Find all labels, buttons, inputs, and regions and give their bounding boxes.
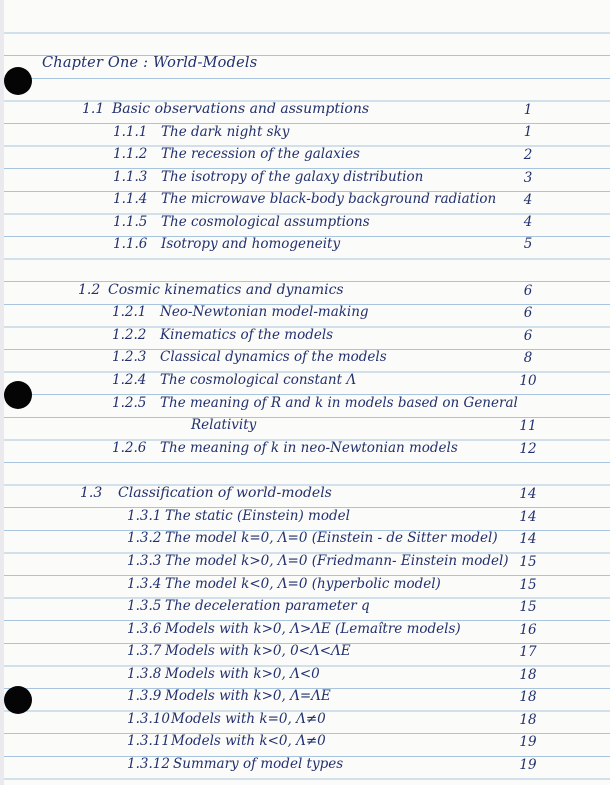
punch-hole xyxy=(4,686,32,714)
subsection-number: 1.1.2 xyxy=(113,146,148,162)
section-title: Cosmic kinematics and dynamics xyxy=(108,282,344,298)
subsection-number: 1.2.3 xyxy=(112,349,147,365)
subsection-number: 1.2.6 xyxy=(112,440,147,456)
section-number: 1.3 xyxy=(80,485,103,501)
subsection-number: 1.3.3 xyxy=(127,553,162,569)
page-number: 11 xyxy=(519,418,537,434)
subsection-title: The cosmological constant Λ xyxy=(160,372,357,388)
page-number: 2 xyxy=(523,147,533,163)
subsection-title: The deceleration parameter q xyxy=(165,598,370,614)
page-number: 14 xyxy=(519,486,537,502)
page-number: 1 xyxy=(523,124,533,140)
subsection-title: The model k=0, Λ=0 (Einstein - de Sitter model) xyxy=(165,530,498,546)
subsection-title: Models with k>0, Λ<0 xyxy=(165,666,320,682)
subsection-title: The static (Einstein) model xyxy=(165,508,350,524)
page-number: 6 xyxy=(523,305,533,321)
subsection-number: 1.3.8 xyxy=(127,666,162,682)
page-number: 8 xyxy=(523,350,533,366)
subsection-title: Models with k<0, Λ≠0 xyxy=(171,733,326,749)
subsection-number: 1.3.12 xyxy=(127,756,170,772)
subsection-number: 1.3.11 xyxy=(127,733,170,749)
page-number: 19 xyxy=(519,734,537,750)
section-number: 1.2 xyxy=(78,282,101,298)
subsection-number: 1.3.9 xyxy=(127,688,162,704)
subsection-number: 1.1.4 xyxy=(113,191,148,207)
subsection-number: 1.2.4 xyxy=(112,372,147,388)
subsection-title: Models with k>0, 0<Λ<ΛE xyxy=(165,643,351,659)
page-number: 6 xyxy=(523,283,533,299)
subsection-number: 1.1.5 xyxy=(113,214,148,230)
subsection-title: The cosmological assumptions xyxy=(161,214,370,230)
subsection-title: Neo-Newtonian model-making xyxy=(160,304,369,320)
punch-hole xyxy=(4,381,32,409)
page-number: 10 xyxy=(519,373,537,389)
page-number: 15 xyxy=(519,554,537,570)
subsection-title: Summary of model types xyxy=(173,756,344,772)
subsection-title: Classical dynamics of the models xyxy=(160,349,387,365)
subsection-title: The microwave black-body background radiation xyxy=(161,191,497,207)
subsection-number: 1.3.1 xyxy=(127,508,162,524)
subsection-number: 1.1.6 xyxy=(113,236,148,252)
page-number: 16 xyxy=(519,622,537,638)
chapter-title: Chapter One : World-Models xyxy=(42,55,258,71)
subsection-number: 1.2.5 xyxy=(112,395,147,411)
subsection-title: The meaning of R and k in models based on General xyxy=(160,395,518,411)
subsection-number: 1.2.1 xyxy=(112,304,147,320)
subsection-number: 1.3.4 xyxy=(127,576,162,592)
subsection-number: 1.1.1 xyxy=(113,124,148,140)
subsection-title: The isotropy of the galaxy distribution xyxy=(161,169,424,185)
page-number: 19 xyxy=(519,757,537,773)
page-number: 15 xyxy=(519,577,537,593)
page-number: 6 xyxy=(523,328,533,344)
page-number: 14 xyxy=(519,531,537,547)
subsection-number: 1.3.10 xyxy=(127,711,170,727)
subsection-title: The model k<0, Λ=0 (hyperbolic model) xyxy=(165,576,441,592)
page-number: 4 xyxy=(523,192,533,208)
subsection-title-continued: Relativity xyxy=(191,417,257,433)
page-number: 14 xyxy=(519,509,537,525)
subsection-title: Models with k>0, Λ>ΛE (Lemaître models) xyxy=(165,621,461,637)
punch-hole xyxy=(4,67,32,95)
subsection-title: Models with k>0, Λ=ΛE xyxy=(165,688,331,704)
subsection-title: Kinematics of the models xyxy=(160,327,334,343)
subsection-title: Models with k=0, Λ≠0 xyxy=(171,711,326,727)
section-title: Classification of world-models xyxy=(118,485,332,501)
page-number: 3 xyxy=(523,170,533,186)
subsection-number: 1.2.2 xyxy=(112,327,147,343)
page-number: 15 xyxy=(519,599,537,615)
subsection-title: The dark night sky xyxy=(161,124,290,140)
page-number: 18 xyxy=(519,689,537,705)
page-number: 5 xyxy=(523,236,533,252)
subsection-number: 1.3.7 xyxy=(127,643,162,659)
page-number: 18 xyxy=(519,667,537,683)
subsection-number: 1.3.6 xyxy=(127,621,162,637)
page-number: 18 xyxy=(519,712,537,728)
subsection-title: The recession of the galaxies xyxy=(161,146,360,162)
subsection-number: 1.3.5 xyxy=(127,598,162,614)
page-number: 1 xyxy=(523,102,533,118)
page-number: 17 xyxy=(519,644,537,660)
subsection-number: 1.3.2 xyxy=(127,530,162,546)
section-title: Basic observations and assumptions xyxy=(112,101,370,117)
subsection-number: 1.1.3 xyxy=(113,169,148,185)
subsection-title: The meaning of k in neo-Newtonian models xyxy=(160,440,458,456)
page-number: 12 xyxy=(519,441,537,457)
subsection-title: The model k>0, Λ=0 (Friedmann- Einstein model) xyxy=(165,553,509,569)
section-number: 1.1 xyxy=(82,101,105,117)
subsection-title: Isotropy and homogeneity xyxy=(161,236,341,252)
page-number: 4 xyxy=(523,214,533,230)
